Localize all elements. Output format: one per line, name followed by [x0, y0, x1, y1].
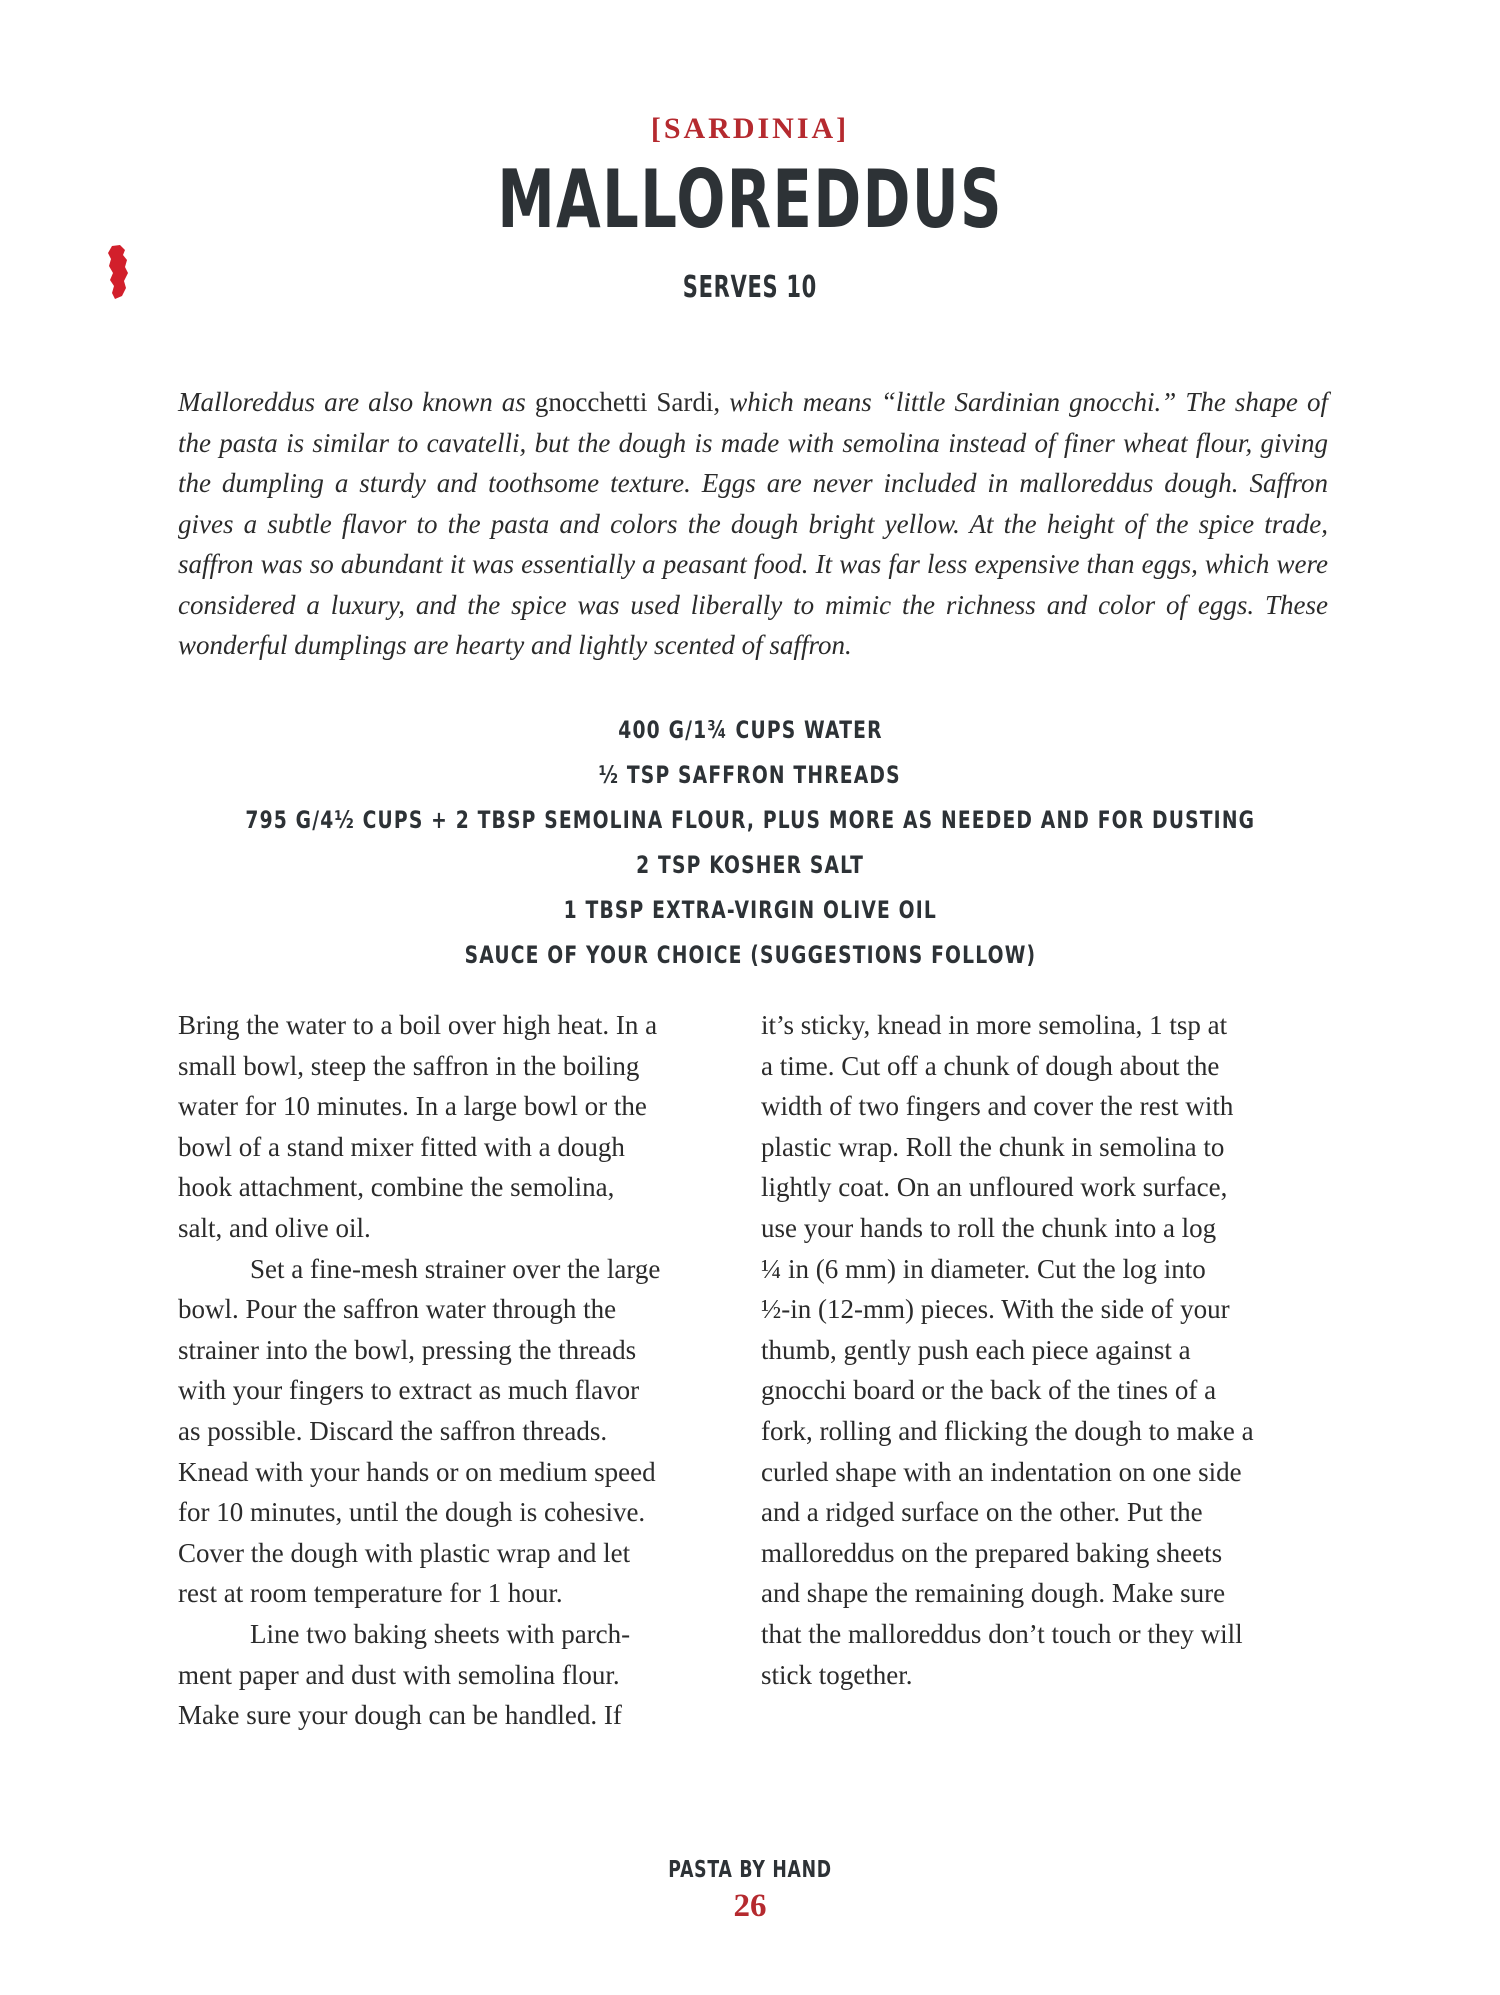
method-line: small bowl, steep the saffron in the boiling — [178, 1050, 640, 1081]
ingredient-text: ½ TSP SAFFRON THREADS — [598, 761, 902, 789]
method-line: stick together. — [761, 1659, 913, 1690]
servings-text: SERVES 10 — [682, 270, 818, 305]
ingredient-text: 2 TSP KOSHER SALT — [636, 851, 864, 879]
method-line: thumb, gently push each piece against a — [761, 1334, 1191, 1365]
method-line: salt, and olive oil. — [178, 1212, 371, 1243]
method-line: ¼ in (6 mm) in diameter. Cut the log into — [761, 1253, 1206, 1284]
method-line: for 10 minutes, until the dough is cohesive. — [178, 1497, 646, 1528]
method-line: use your hands to roll the chunk into a log — [761, 1212, 1217, 1243]
ingredient-text: 795 G/4½ CUPS + 2 TBSP SEMOLINA FLOUR, PLUS MORE AS NEEDED AND FOR DUSTING — [245, 806, 1255, 834]
method-column-left — [178, 1005, 723, 1736]
method-line: ½-in (12-mm) pieces. With the side of your — [761, 1294, 1230, 1325]
method-line: ment paper and dust with semolina flour. — [178, 1659, 620, 1690]
ingredient-item — [0, 753, 1500, 798]
method-line: Knead with your hands or on medium speed — [178, 1456, 656, 1487]
method-line: fork, rolling and flicking the dough to make a — [761, 1415, 1254, 1446]
ingredient-text: 400 G/1¾ CUPS WATER — [617, 716, 883, 744]
method-line: width of two fingers and cover the rest with — [761, 1091, 1234, 1122]
ingredient-item — [0, 933, 1500, 978]
intro-paragraph — [178, 382, 1328, 666]
method-line: hook attachment, combine the semolina, — [178, 1172, 615, 1203]
method-line: curled shape with an indentation on one side — [761, 1456, 1242, 1487]
page-number: 26 — [733, 1888, 767, 1924]
recipe-title — [0, 153, 1500, 246]
region-label: [SARDINIA] — [650, 112, 850, 145]
ingredient-text: SAUCE OF YOUR CHOICE (SUGGESTIONS FOLLOW) — [464, 941, 1036, 969]
method-line: a time. Cut off a chunk of dough about the — [761, 1050, 1220, 1081]
servings — [0, 270, 1500, 305]
method-line: rest at room temperature for 1 hour. — [178, 1578, 563, 1609]
method-line: as possible. Discard the saffron threads. — [178, 1415, 608, 1446]
method-line: with your fingers to extract as much flavor — [178, 1375, 640, 1406]
ingredient-item — [0, 843, 1500, 888]
method-line: and a ridged surface on the other. Put the — [761, 1497, 1203, 1528]
intro-roman-term: gnocchetti Sardi, — [534, 387, 721, 417]
method-line: Cover the dough with plastic wrap and let — [178, 1537, 631, 1568]
method-line: malloreddus on the prepared baking sheets — [761, 1537, 1223, 1568]
book-title-text: PASTA BY HAND — [668, 1857, 832, 1883]
method-line: Make sure your dough can be handled. If — [178, 1700, 622, 1731]
method-line: bowl. Pour the saffron water through the — [178, 1294, 617, 1325]
intro-text-1: Malloreddus are also known as — [178, 387, 535, 417]
ingredient-item — [0, 798, 1500, 843]
method-line: that the malloreddus don’t touch or they will — [761, 1618, 1243, 1649]
method-line: lightly coat. On an unfloured work surface, — [761, 1172, 1228, 1203]
book-title-footer — [0, 1857, 1500, 1883]
method-line: strainer into the bowl, pressing the threads — [178, 1334, 637, 1365]
method-line: Bring the water to a boil over high heat. In a — [178, 1010, 658, 1040]
recipe-title-text: MALLOREDDUS — [497, 153, 1003, 246]
method-line: Line two baking sheets with parch- — [250, 1618, 631, 1649]
method-line: Set a fine-mesh strainer over the large — [250, 1253, 661, 1284]
method-line: gnocchi board or the back of the tines of a — [761, 1375, 1217, 1406]
intro-text-2: which means “little Sardinian gnocchi.” The shape of the pasta is similar to cavatelli, but the dough is made with semolina instead of finer wheat flour, giving the dumpling a sturdy and toothsome texture. Eggs are never included in malloreddus dough. Saffron gives a subtle flavor to the pasta and colors the dough bright yellow. At the height of the spice trade, saffron was so abundant it was essentially a peasant food. It was far less expensive than eggs, which were considered a luxury, and the spice was used liberally to mimic the richness and color of eggs. These wonderful dumplings are hearty and lightly scented of saffron. — [178, 387, 1328, 660]
method-line: water for 10 minutes. In a large bowl or the — [178, 1091, 647, 1122]
method-line: bowl of a stand mixer fitted with a dough — [178, 1131, 625, 1162]
ingredient-item — [0, 708, 1500, 753]
ingredient-list — [0, 708, 1500, 978]
ingredient-item — [0, 888, 1500, 933]
method-line: it’s sticky, knead in more semolina, 1 tsp at — [761, 1010, 1228, 1040]
method-line: plastic wrap. Roll the chunk in semolina to — [761, 1131, 1225, 1162]
ingredient-text: 1 TBSP EXTRA-VIRGIN OLIVE OIL — [563, 896, 937, 924]
method-column-right — [761, 1005, 1316, 1695]
method-line: and shape the remaining dough. Make sure — [761, 1578, 1226, 1609]
